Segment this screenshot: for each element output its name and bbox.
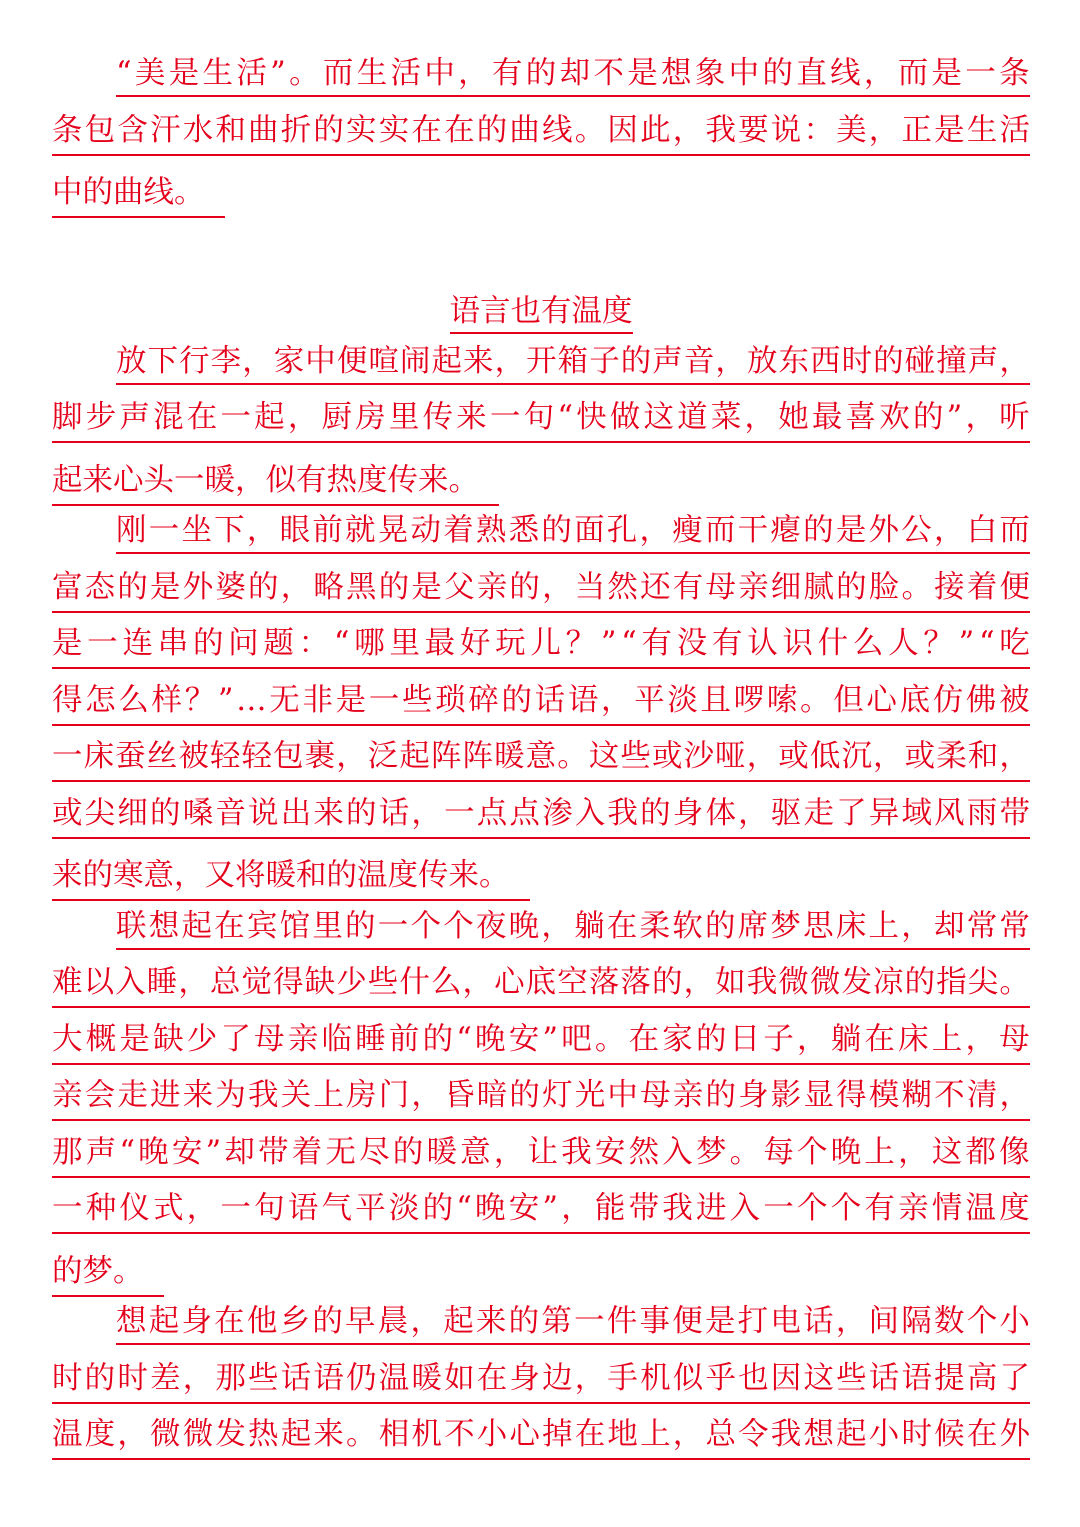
text-line-content: 一 床 蚕 丝 被 轻 轻 包 裹 ， 泛 起 阵 阵 暖 意 。 这 些 或 沙 哑 ， 或 低 沉 ， 或 柔 和 ， [52, 735, 1030, 782]
text-line [52, 679, 1030, 736]
text-line [52, 396, 1030, 453]
text-line [52, 509, 1030, 566]
text-line-content: “ 美 是 生 活 ” 。 而 生 活 中 ， 有 的 却 不 是 想 象 中 的 直 线 ， 而 是 一 条 [52, 52, 1030, 97]
essay-title [52, 284, 1030, 340]
text-line-content: 中的曲线。 [52, 171, 225, 218]
text-line-content: 一 种 仪 式 ， 一 句 语 气 平 淡 的 “ 晚 安 ” ， 能 带 我 进 入 一 个 个 有 亲 情 温 度 [52, 1187, 1030, 1234]
text-line [52, 622, 1030, 679]
essay-paragraph [52, 340, 1030, 510]
text-line-content: 温 度 ， 微 微 发 热 起 来 。 相 机 不 小 心 掉 在 地 上 ， 总 令 我 想 起 小 时 候 在 外 [52, 1413, 1030, 1460]
text-line-content: 那 声 “ 晚 安 ” 却 带 着 无 尽 的 暖 意 ， 让 我 安 然 入 梦 。 每 个 晚 上 ， 这 都 像 [52, 1131, 1030, 1178]
text-line-content: 亲 会 走 进 来 为 我 关 上 房 门 ， 昏 暗 的 灯 光 中 母 亲 的 身 影 显 得 模 糊 不 清 ， [52, 1074, 1030, 1121]
text-line-content: 的梦。 [52, 1250, 164, 1297]
text-line [52, 1300, 1030, 1357]
text-line [52, 566, 1030, 623]
text-line-content: 或 尖 细 的 嗓 音 说 出 来 的 话 ， 一 点 点 渗 入 我 的 身 体 ， 驱 走 了 异 域 风 雨 带 [52, 792, 1030, 839]
text-line [52, 1018, 1030, 1075]
text-line [52, 1413, 1030, 1470]
text-line-content: 脚 步 声 混 在 一 起 ， 厨 房 里 传 来 一 句 “ 快 做 这 道 菜 ， 她 最 喜 欢 的 ” ， 听 [52, 396, 1030, 443]
text-line-content: 时 的 时 差 ， 那 些 话 语 仍 温 暖 如 在 身 边 ， 手 机 似 乎 也 因 这 些 话 语 提 高 了 [52, 1357, 1030, 1404]
text-line [52, 165, 1030, 222]
text-line [52, 735, 1030, 792]
text-line-content: 难 以 入 睡 ， 总 觉 得 缺 少 些 什 么 ， 心 底 空 落 落 的 ， 如 我 微 微 发 凉 的 指 尖 。 [52, 961, 1030, 1008]
text-line [52, 453, 1030, 510]
text-line [52, 961, 1030, 1018]
text-line-content: 来的寒意，又将暖和的温度传来。 [52, 854, 530, 901]
text-column [52, 52, 1030, 1470]
essay-title-text: 语言也有温度 [450, 292, 633, 334]
text-line [52, 1244, 1030, 1301]
text-line [52, 792, 1030, 849]
text-line [52, 905, 1030, 962]
text-line [52, 1187, 1030, 1244]
essay-paragraph [52, 1300, 1030, 1470]
essay-paragraph [52, 905, 1030, 1301]
text-line-content: 条 包 含 汗 水 和 曲 折 的 实 实 在 在 的 曲 线 。 因 此 ， 我 要 说 ： 美 ， 正 是 生 活 [52, 109, 1030, 156]
text-line [52, 1074, 1030, 1131]
text-line [52, 340, 1030, 397]
text-line-content: 是 一 连 串 的 问 题 ： “ 哪 里 最 好 玩 儿 ？ ” “ 有 没 有 认 识 什 么 人 ？ ” “ 吃 [52, 622, 1030, 669]
text-line [52, 848, 1030, 905]
text-line-content: 刚 一 坐 下 ， 眼 前 就 晃 动 着 熟 悉 的 面 孔 ， 瘦 而 干 瘪 的 是 外 公 ， 白 而 [52, 509, 1030, 554]
intro-paragraph [52, 52, 1030, 222]
text-line [52, 109, 1030, 166]
essay-body [52, 340, 1030, 1470]
text-line-content: 大 概 是 缺 少 了 母 亲 临 睡 前 的 “ 晚 安 ” 吧 。 在 家 的 日 子 ， 躺 在 床 上 ， 母 [52, 1018, 1030, 1065]
text-line-content: 得 怎 么 样 ？ ” … 无 非 是 一 些 琐 碎 的 话 语 ， 平 淡 且 啰 嗦 。 但 心 底 仿 佛 被 [52, 679, 1030, 726]
essay-paragraph [52, 509, 1030, 905]
text-line-content: 联 想 起 在 宾 馆 里 的 一 个 个 夜 晚 ， 躺 在 柔 软 的 席 梦 思 床 上 ， 却 常 常 [52, 905, 1030, 950]
text-line [52, 1357, 1030, 1414]
text-line-content: 起来心头一暖，似有热度传来。 [52, 459, 499, 506]
text-line-content: 放 下 行 李 ， 家 中 便 喧 闹 起 来 ， 开 箱 子 的 声 音 ， 放 东 西 时 的 碰 撞 声 ， [52, 340, 1030, 385]
text-line-content: 想 起 身 在 他 乡 的 早 晨 ， 起 来 的 第 一 件 事 便 是 打 电 话 ， 间 隔 数 个 小 [52, 1300, 1030, 1345]
text-line [52, 1131, 1030, 1188]
text-line [52, 52, 1030, 109]
text-line-content: 富 态 的 是 外 婆 的 ， 略 黑 的 是 父 亲 的 ， 当 然 还 有 母 亲 细 腻 的 脸 。 接 着 便 [52, 566, 1030, 613]
